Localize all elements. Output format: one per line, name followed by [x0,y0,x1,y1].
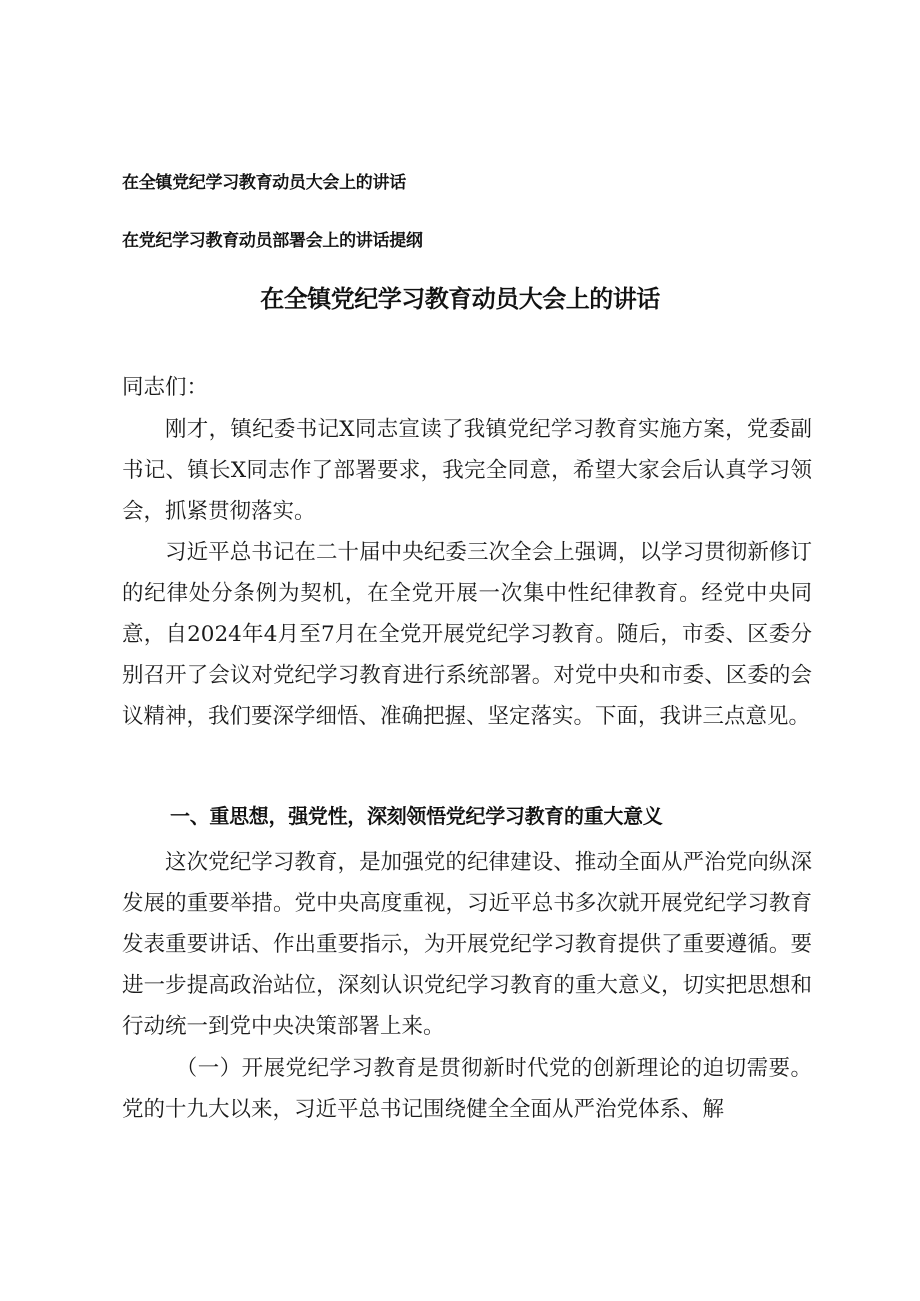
paragraph-1: 刚才，镇纪委书记X同志宣读了我镇党纪学习教育实施方案，党委副书记、镇长X同志作了部署要求，我完全同意，希望大家会后认真学习领会，抓紧贯彻落实。 [122,417,812,524]
paragraph-4: （一）开展党纪学习教育是贯彻新时代党的创新理论的迫切需要。党的十九大以来，习近平总书记围绕健全全面从严治党体系、解 [122,1056,812,1122]
paragraph-2: 习近平总书记在二十届中央纪委三次全会上强调，以学习贯彻新修订的纪律处分条例为契机，在全党开展一次集中性纪律教育。经党中央同意，自2024年4月至7月在全党开展党纪学习教育。随后，市委、区委分别召开了会议对党纪学习教育进行系统部署。对党中央和市委、区委的会议精神，我们要深学细悟、准确把握、坚定落实。下面，我讲三点意见。 [122,540,812,729]
toc-item-2[interactable]: 在党纪学习教育动员部署会上的讲话提纲 [122,231,423,251]
toc-item-1[interactable]: 在全镇党纪学习教育动员大会上的讲话 [122,173,406,193]
section-heading-1: 一、重思想，强党性，深刻领悟党纪学习教育的重大意义 [170,804,663,828]
salutation: 同志们： [122,375,209,400]
paragraph-3: 这次党纪学习教育，是加强党的纪律建设、推动全面从严治党向纵深发展的重要举措。党中央高度重视，习近平总书多次就开展党纪学习教育发表重要讲话、作出重要指示，为开展党纪学习教育提供了重要遵循。要进一步提高政治站位，深刻认识党纪学习教育的重大意义，切实把思想和行动统一到党中央决策部署上来。 [122,850,812,1039]
document-title: 在全镇党纪学习教育动员大会上的讲话 [260,285,660,313]
